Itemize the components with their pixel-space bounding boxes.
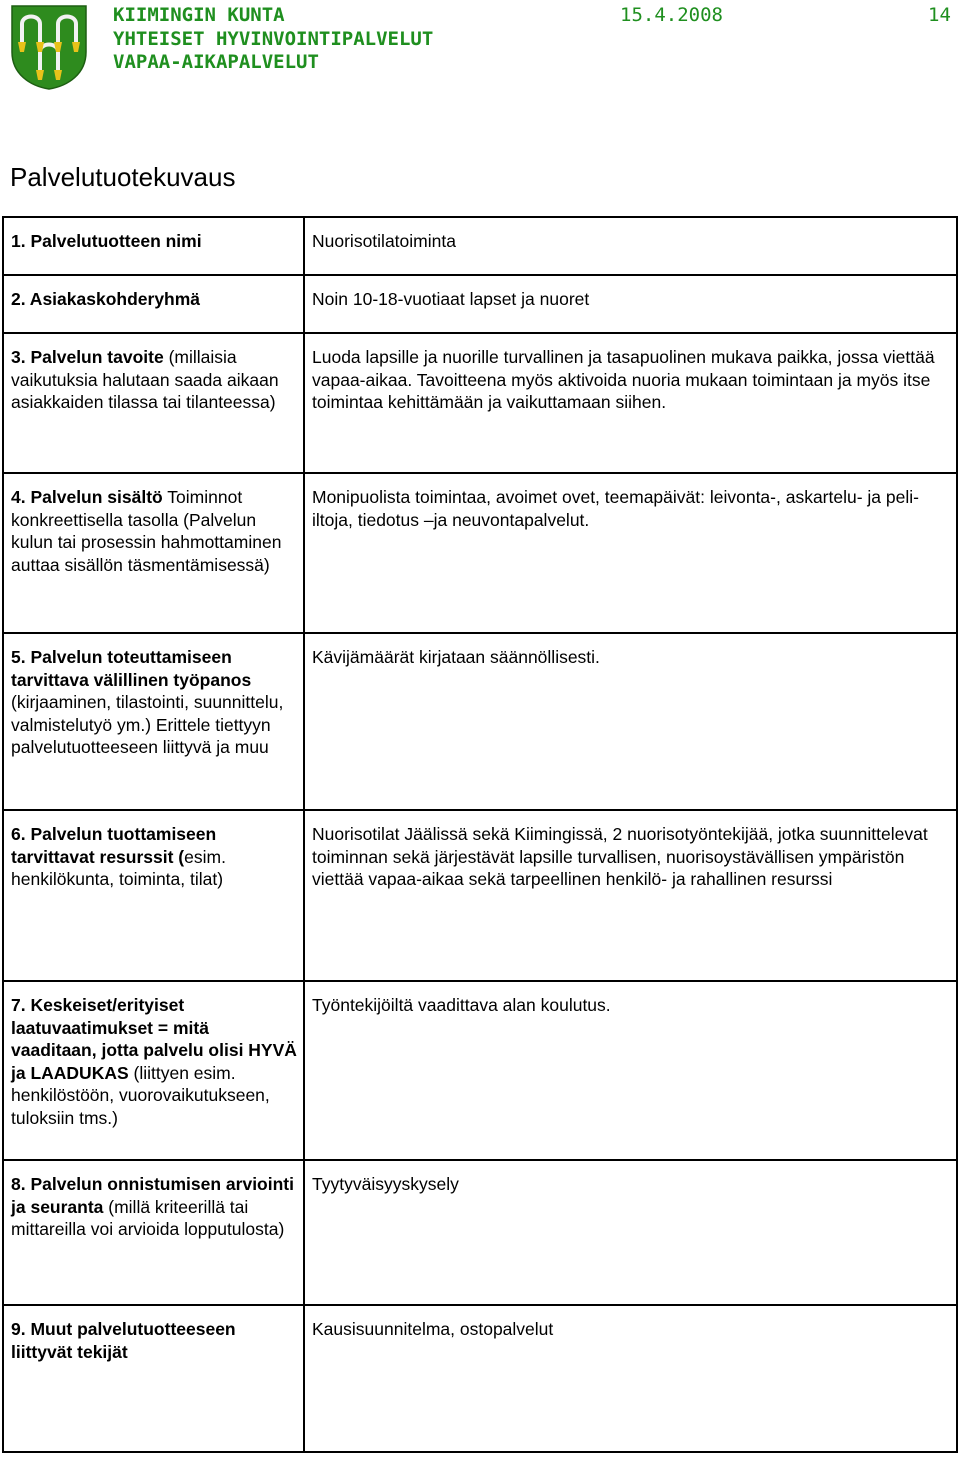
org-line-3: VAPAA-AIKAPALVELUT: [113, 51, 319, 73]
row-value: Monipuolista toimintaa, avoimet ovet, teemapäivät: leivonta-, askartelu- ja peli-iltoja, tiedotus –ja neuvontapalvelut.: [304, 473, 957, 633]
table-row: [3, 1160, 957, 1305]
row-label: [3, 275, 304, 333]
row-label: [3, 473, 304, 633]
row-label-detail: (millä kriteerillä tai mittareilla voi arvioida lopputulosta): [11, 1196, 285, 1239]
row-label: [3, 217, 304, 275]
row-label-detail: esim. henkilökunta, toiminta, tilat): [11, 846, 226, 889]
row-label-bold: 8. Palvelun onnistumisen arviointi ja seuranta: [11, 1174, 294, 1217]
row-label: [3, 1305, 304, 1452]
row-value: Nuorisotilatoiminta: [304, 217, 957, 275]
row-label: [3, 981, 304, 1160]
page-title: Palvelutuotekuvaus: [10, 162, 236, 192]
table-row: [3, 1305, 957, 1452]
row-label-bold: 6. Palvelun tuottamiseen tarvittavat resurssit (: [11, 824, 217, 867]
table-row: [3, 473, 957, 633]
org-line-2: YHTEISET HYVINVOINTIPALVELUT: [113, 27, 434, 50]
row-value: Luoda lapsille ja nuorille turvallinen ja tasapuolinen mukava paikka, jossa viettää vapaa-aikaa. Tavoitteena myös aktivoida nuoria mukaan toimintaan ja myös itse toimintaa kehittämään ja vaikuttamaan siihen.: [304, 333, 957, 473]
row-label-bold: 4. Palvelun sisältö: [11, 487, 163, 507]
row-label-detail: (millaisia vaikutuksia halutaan saada aikaan asiakkaiden tilassa tai tilanteessa): [11, 347, 279, 412]
row-value: Tyytyväisyyskysely: [304, 1160, 957, 1305]
row-label-detail: (kirjaaminen, tilastointi, suunnittelu, valmistelutyö ym.) Erittele tiettyyn palvelutuotteeseen liittyvä ja muu: [11, 692, 284, 757]
row-label: [3, 333, 304, 473]
row-value: Kävijämäärät kirjataan säännöllisesti.: [304, 633, 957, 810]
row-label-bold: 3. Palvelun tavoite: [11, 347, 164, 367]
row-label-bold: 9. Muut palvelutuotteeseen liittyvät tekijät: [11, 1319, 236, 1362]
row-label: [3, 1160, 304, 1305]
row-value: Nuorisotilat Jäälissä sekä Kiimingissä, 2 nuorisotyöntekijää, jotka suunnittelevat toiminnan sekä järjestävät lapsille turvallisen, nuorisoystävällisen ympäristön viettää vapaa-aikaa sekä tarpeellinen henkilö- ja rahallinen resurssi: [304, 810, 957, 981]
row-label-bold: 7. Keskeiset/erityiset laatuvaatimukset = mitä vaaditaan, jotta palvelu olisi HYVÄ ja LAADUKAS: [11, 995, 297, 1083]
row-label-detail: (liittyen esim. henkilöstöön, vuorovaikutukseen, tuloksiin tms.): [11, 1062, 270, 1128]
row-label-bold: 2. Asiakaskohderyhmä: [11, 289, 201, 309]
table-row: [3, 810, 957, 981]
municipal-coat-of-arms-icon: [10, 4, 88, 90]
row-value: Noin 10-18-vuotiaat lapset ja nuoret: [304, 275, 957, 333]
service-description-table: [2, 216, 958, 1453]
page-header: [0, 0, 960, 100]
row-label: [3, 810, 304, 981]
row-label: [3, 633, 304, 810]
row-value: Kausisuunnitelma, ostopalvelut: [304, 1305, 957, 1452]
table-row: [3, 981, 957, 1160]
organization-name: [113, 4, 433, 75]
table-row: [3, 275, 957, 333]
page-number: 14: [928, 4, 951, 26]
org-line-1: KIIMINGIN KUNTA: [113, 4, 285, 26]
row-label-bold: 1. Palvelutuotteen nimi: [11, 231, 202, 251]
table-row: [3, 633, 957, 810]
table-row: [3, 217, 957, 275]
document-date: 15.4.2008: [620, 4, 723, 26]
row-label-detail: Toiminnot konkreettisella tasolla (Palvelun kulun tai prosessin hahmottaminen auttaa sisällön täsmentämisessä): [11, 487, 282, 575]
row-label-bold: 5. Palvelun toteuttamiseen tarvittava välillinen työpanos: [11, 647, 252, 690]
table-row: [3, 333, 957, 473]
row-value: Työntekijöiltä vaadittava alan koulutus.: [304, 981, 957, 1160]
